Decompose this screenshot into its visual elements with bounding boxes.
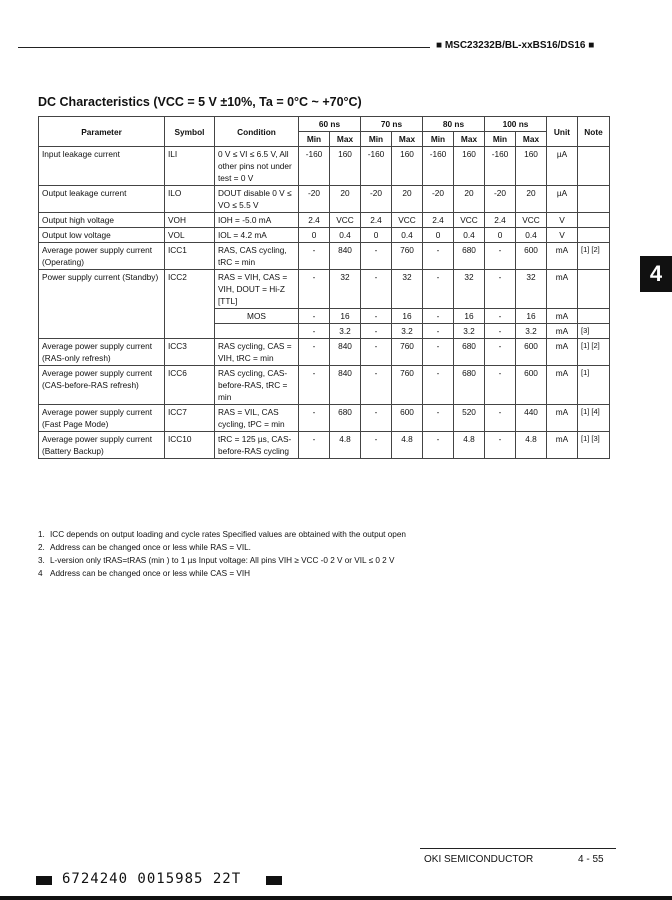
condition-subtype-cell: MOS: [215, 309, 299, 324]
footnote: 4 Address can be changed once or less while CAS = VIH: [38, 569, 251, 578]
value-cell: -: [361, 432, 392, 459]
symbol-cell: ICC10: [165, 432, 215, 459]
value-cell: VCC: [516, 213, 547, 228]
value-cell: -: [299, 432, 330, 459]
value-cell: -: [361, 366, 392, 405]
table-row: [39, 213, 610, 228]
table-row: [39, 339, 610, 366]
value-cell: -: [299, 270, 330, 309]
value-cell: 2.4: [299, 213, 330, 228]
value-cell: -: [485, 243, 516, 270]
value-cell: -: [361, 309, 392, 324]
condition-subtype-cell: [215, 324, 299, 339]
value-cell: 680: [454, 366, 485, 405]
value-cell: -: [485, 270, 516, 309]
value-cell: 4.8: [516, 432, 547, 459]
header-max: Max: [392, 132, 423, 147]
value-cell: 600: [516, 339, 547, 366]
symbol-cell: ICC2: [165, 270, 215, 339]
symbol-cell: ILI: [165, 147, 215, 186]
value-cell: 160: [516, 147, 547, 186]
value-cell: -160: [423, 147, 454, 186]
value-cell: -: [299, 366, 330, 405]
note-cell: [578, 228, 610, 243]
note-cell: [1] [2]: [578, 339, 610, 366]
symbol-cell: ICC1: [165, 243, 215, 270]
page-number: 4 - 55: [578, 854, 604, 865]
table-body: [39, 147, 610, 459]
table-row: [39, 147, 610, 186]
value-cell: 20: [454, 186, 485, 213]
value-cell: -: [299, 339, 330, 366]
chapter-tab: 4: [640, 256, 672, 292]
header-speed-100: 100 ns: [485, 117, 547, 132]
note-cell: [578, 270, 610, 309]
table-row: [39, 366, 610, 405]
value-cell: -: [299, 243, 330, 270]
value-cell: 760: [392, 339, 423, 366]
value-cell: 20: [330, 186, 361, 213]
footer-company: OKI SEMICONDUCTOR: [424, 854, 534, 865]
document-code: ■ MSC23232B/BL-xxBS16/DS16 ■: [436, 40, 595, 51]
table-row: [39, 228, 610, 243]
value-cell: -: [423, 432, 454, 459]
value-cell: -: [485, 405, 516, 432]
parameter-cell: Average power supply current (Battery Backup): [39, 432, 165, 459]
value-cell: VCC: [454, 213, 485, 228]
value-cell: 0: [299, 228, 330, 243]
section-title: DC Characteristics (VCC = 5 V ±10%, Ta = 0°C ~ +70°C): [38, 95, 362, 109]
value-cell: 16: [392, 309, 423, 324]
header-speed-70: 70 ns: [361, 117, 423, 132]
condition-cell: RAS cycling, CAS-before-RAS, tRC = min: [215, 366, 299, 405]
value-cell: -: [361, 324, 392, 339]
value-cell: -20: [423, 186, 454, 213]
condition-cell: RAS = VIH, CAS = VIH, DOUT = Hi-Z [TTL]: [215, 270, 299, 309]
note-cell: [1] [4]: [578, 405, 610, 432]
barcode-block-left: [36, 876, 52, 885]
value-cell: 600: [516, 366, 547, 405]
symbol-cell: ICC3: [165, 339, 215, 366]
parameter-cell: Average power supply current (Fast Page Mode): [39, 405, 165, 432]
value-cell: 3.2: [392, 324, 423, 339]
value-cell: -: [423, 339, 454, 366]
unit-cell: mA: [547, 339, 578, 366]
note-cell: [1] [2]: [578, 243, 610, 270]
value-cell: 160: [454, 147, 485, 186]
value-cell: 520: [454, 405, 485, 432]
header-min: Min: [299, 132, 330, 147]
value-cell: 4.8: [454, 432, 485, 459]
header-min: Min: [485, 132, 516, 147]
value-cell: 840: [330, 243, 361, 270]
unit-cell: V: [547, 228, 578, 243]
value-cell: 160: [330, 147, 361, 186]
note-cell: [578, 186, 610, 213]
value-cell: -: [361, 243, 392, 270]
parameter-cell: Average power supply current (RAS-only refresh): [39, 339, 165, 366]
header-symbol: Symbol: [165, 117, 215, 147]
value-cell: -: [299, 324, 330, 339]
value-cell: -: [423, 366, 454, 405]
value-cell: 840: [330, 366, 361, 405]
value-cell: 0.4: [516, 228, 547, 243]
value-cell: -: [299, 309, 330, 324]
footer-rule: [420, 848, 616, 849]
value-cell: 0: [423, 228, 454, 243]
barcode-block-right: [266, 876, 282, 885]
header-rule: [18, 47, 430, 48]
note-cell: [578, 213, 610, 228]
footnotes: [38, 528, 406, 580]
table-row: [39, 432, 610, 459]
value-cell: 3.2: [454, 324, 485, 339]
value-cell: -: [423, 324, 454, 339]
value-cell: 680: [454, 243, 485, 270]
value-cell: VCC: [330, 213, 361, 228]
footnote: 3. L-version only tRAS=tRAS (min ) to 1 µs Input voltage: All pins VIH ≥ VCC -0 2 V or VIL ≤ 0 2 V: [38, 556, 395, 565]
value-cell: 680: [454, 339, 485, 366]
value-cell: 16: [330, 309, 361, 324]
value-cell: 600: [392, 405, 423, 432]
table-row: [39, 405, 610, 432]
header-parameter: Parameter: [39, 117, 165, 147]
value-cell: -160: [485, 147, 516, 186]
parameter-cell: Average power supply current (CAS-before-RAS refresh): [39, 366, 165, 405]
value-cell: VCC: [392, 213, 423, 228]
unit-cell: µA: [547, 147, 578, 186]
value-cell: 0: [361, 228, 392, 243]
header-speed-80: 80 ns: [423, 117, 485, 132]
value-cell: -: [485, 432, 516, 459]
value-cell: 2.4: [361, 213, 392, 228]
note-cell: [1] [3]: [578, 432, 610, 459]
parameter-cell: Power supply current (Standby): [39, 270, 165, 339]
condition-cell: RAS, CAS cycling, tRC = min: [215, 243, 299, 270]
value-cell: 440: [516, 405, 547, 432]
condition-cell: tRC = 125 µs, CAS-before-RAS cycling: [215, 432, 299, 459]
condition-cell: DOUT disable 0 V ≤ VO ≤ 5.5 V: [215, 186, 299, 213]
value-cell: 0.4: [330, 228, 361, 243]
value-cell: -20: [299, 186, 330, 213]
parameter-cell: Input leakage current: [39, 147, 165, 186]
header-condition: Condition: [215, 117, 299, 147]
value-cell: -: [485, 339, 516, 366]
value-cell: 0.4: [454, 228, 485, 243]
footnote: 1. ICC depends on output loading and cycle rates Specified values are obtained with the output open: [38, 530, 406, 539]
table-row: [39, 243, 610, 270]
value-cell: 20: [516, 186, 547, 213]
parameter-cell: Average power supply current (Operating): [39, 243, 165, 270]
value-cell: -: [361, 270, 392, 309]
unit-cell: µA: [547, 186, 578, 213]
value-cell: 32: [392, 270, 423, 309]
note-cell: [578, 147, 610, 186]
unit-cell: mA: [547, 324, 578, 339]
value-cell: 3.2: [330, 324, 361, 339]
header-min: Min: [423, 132, 454, 147]
value-cell: -160: [361, 147, 392, 186]
value-cell: -: [423, 405, 454, 432]
value-cell: -: [485, 324, 516, 339]
value-cell: 760: [392, 243, 423, 270]
header-min: Min: [361, 132, 392, 147]
footnote: 2. Address can be changed once or less while RAS = VIL.: [38, 543, 251, 552]
unit-cell: mA: [547, 243, 578, 270]
header-note: Note: [578, 117, 610, 147]
header-speed-60: 60 ns: [299, 117, 361, 132]
value-cell: 0.4: [392, 228, 423, 243]
symbol-cell: VOL: [165, 228, 215, 243]
header-unit: Unit: [547, 117, 578, 147]
value-cell: 2.4: [485, 213, 516, 228]
value-cell: 0: [485, 228, 516, 243]
value-cell: -: [423, 309, 454, 324]
unit-cell: mA: [547, 366, 578, 405]
unit-cell: mA: [547, 405, 578, 432]
value-cell: -20: [361, 186, 392, 213]
symbol-cell: VOH: [165, 213, 215, 228]
value-cell: 16: [454, 309, 485, 324]
value-cell: 680: [330, 405, 361, 432]
header-max: Max: [516, 132, 547, 147]
note-cell: [578, 309, 610, 324]
value-cell: -: [485, 366, 516, 405]
symbol-cell: ILO: [165, 186, 215, 213]
value-cell: 32: [516, 270, 547, 309]
unit-cell: mA: [547, 309, 578, 324]
value-cell: 3.2: [516, 324, 547, 339]
condition-cell: IOL = 4.2 mA: [215, 228, 299, 243]
unit-cell: V: [547, 213, 578, 228]
value-cell: -: [361, 339, 392, 366]
note-cell: [3]: [578, 324, 610, 339]
condition-cell: IOH = -5.0 mA: [215, 213, 299, 228]
dc-characteristics-table: [38, 116, 610, 459]
parameter-cell: Output high voltage: [39, 213, 165, 228]
unit-cell: mA: [547, 270, 578, 309]
header-max: Max: [330, 132, 361, 147]
value-cell: -: [299, 405, 330, 432]
value-cell: -: [485, 309, 516, 324]
header-max: Max: [454, 132, 485, 147]
condition-cell: RAS cycling, CAS = VIH, tRC = min: [215, 339, 299, 366]
value-cell: -: [423, 243, 454, 270]
value-cell: 840: [330, 339, 361, 366]
parameter-cell: Output low voltage: [39, 228, 165, 243]
value-cell: -: [361, 405, 392, 432]
note-cell: [1]: [578, 366, 610, 405]
value-cell: 16: [516, 309, 547, 324]
value-cell: 4.8: [330, 432, 361, 459]
barcode-text: 6724240 0015985 22T: [62, 871, 242, 887]
bottom-edge-bar: [0, 896, 672, 900]
value-cell: 160: [392, 147, 423, 186]
value-cell: -160: [299, 147, 330, 186]
value-cell: 32: [454, 270, 485, 309]
symbol-cell: ICC7: [165, 405, 215, 432]
value-cell: -: [423, 270, 454, 309]
unit-cell: mA: [547, 432, 578, 459]
value-cell: 600: [516, 243, 547, 270]
condition-cell: 0 V ≤ VI ≤ 6.5 V, All other pins not under test = 0 V: [215, 147, 299, 186]
table-row: [39, 186, 610, 213]
table-row-standby: [39, 270, 610, 309]
condition-cell: RAS = VIL, CAS cycling, tPC = min: [215, 405, 299, 432]
value-cell: 4.8: [392, 432, 423, 459]
value-cell: 2.4: [423, 213, 454, 228]
value-cell: 32: [330, 270, 361, 309]
value-cell: -20: [485, 186, 516, 213]
value-cell: 760: [392, 366, 423, 405]
value-cell: 20: [392, 186, 423, 213]
symbol-cell: ICC6: [165, 366, 215, 405]
parameter-cell: Output leakage current: [39, 186, 165, 213]
table-header-row-speeds: [39, 117, 610, 132]
